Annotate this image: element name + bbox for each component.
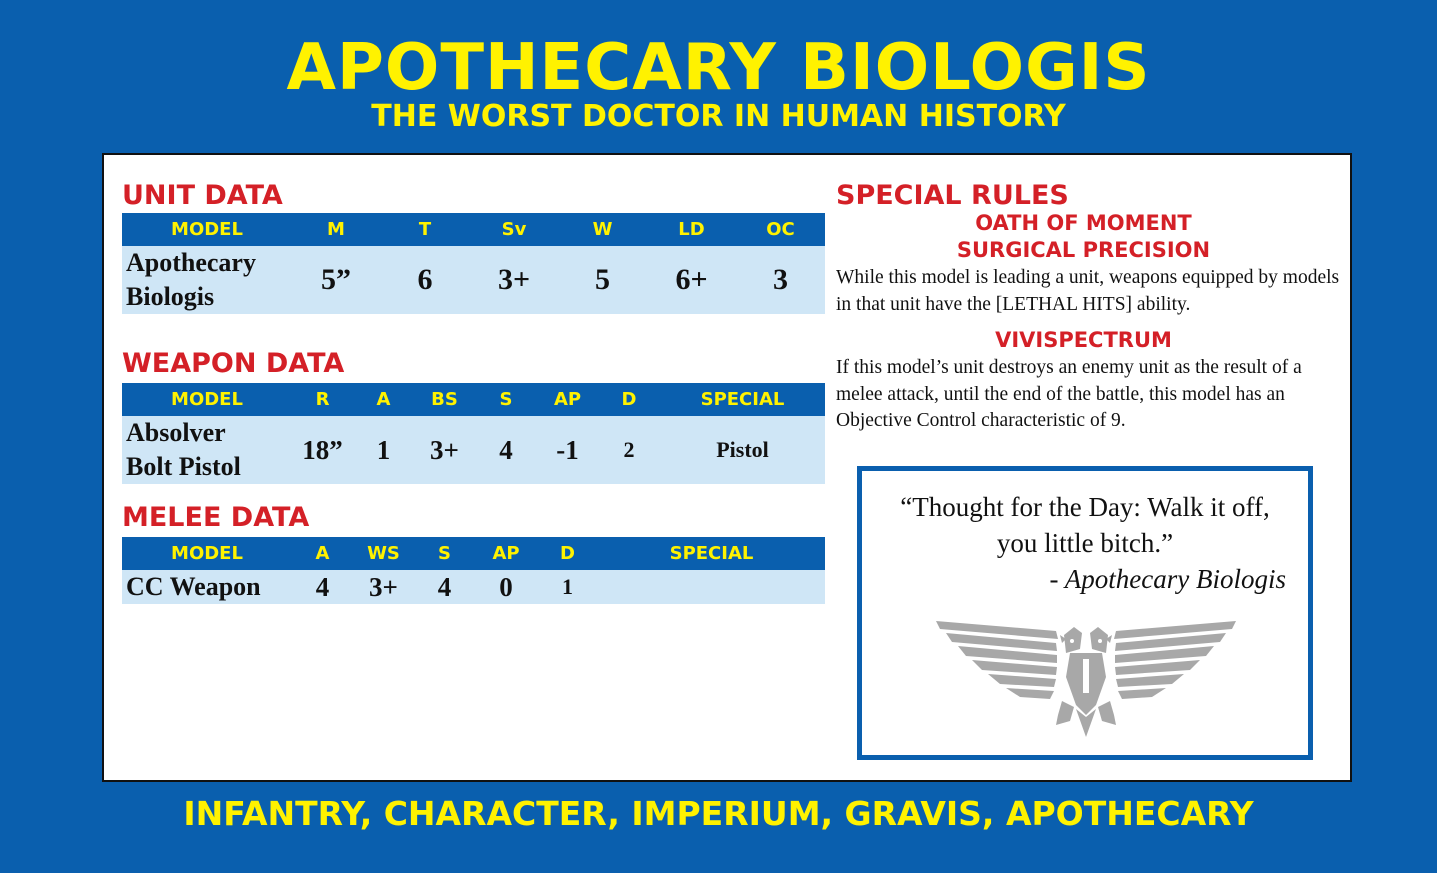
col-header-special: SPECIAL — [660, 383, 825, 416]
col-header-damage: D — [537, 537, 598, 570]
weapon-attacks: 1 — [353, 416, 414, 484]
table-row — [122, 570, 825, 604]
weapon-data-table — [122, 383, 825, 484]
rule-title-oath-of-moment: OATH OF MOMENT — [975, 211, 1192, 235]
rule-text-vivispectrum: If this model’s unit destroys an enemy unit as the result of a melee attack, until the end of the battle, this model has an Objective Control characteristic of 9. — [836, 357, 1302, 431]
table-row — [122, 416, 825, 484]
unit-data-table — [122, 213, 825, 314]
weapon-damage: 2 — [598, 416, 660, 484]
weapon-name-cell — [122, 416, 292, 484]
col-header-ap: AP — [475, 537, 537, 570]
col-header-model: MODEL — [122, 213, 292, 246]
col-header-attacks: A — [353, 383, 414, 416]
stat-objective-control: 3 — [736, 246, 825, 314]
melee-damage: 1 — [537, 570, 598, 604]
unit-name-line1: Apothecary — [126, 248, 256, 277]
rule-text-surgical-precision: While this model is leading a unit, weapons equipped by models in that unit have the [LETHAL HITS] ability. — [836, 267, 1340, 315]
stat-toughness: 6 — [380, 246, 470, 314]
melee-data-table — [122, 537, 825, 604]
keywords-bar: INFANTRY, CHARACTER, IMPERIUM, GRAVIS, APOTHECARY — [183, 794, 1254, 833]
table-row — [122, 246, 825, 314]
col-header-t: T — [380, 213, 470, 246]
unit-name-line2: Biologis — [126, 282, 215, 311]
col-header-oc: OC — [736, 213, 825, 246]
table-header-row — [122, 213, 825, 246]
table-header-row — [122, 537, 825, 570]
col-header-ap: AP — [537, 383, 598, 416]
weapon-range: 18” — [292, 416, 353, 484]
weapon-strength: 4 — [475, 416, 537, 484]
col-header-strength: S — [475, 383, 537, 416]
quote-author: - Apothecary Biologis — [1049, 564, 1286, 594]
col-header-model: MODEL — [122, 537, 292, 570]
quote-line1: “Thought for the Day: Walk it off, — [900, 492, 1270, 522]
weapon-data-heading: WEAPON DATA — [122, 348, 345, 379]
melee-name-cell: CC Weapon — [122, 570, 292, 604]
stat-leadership: 6+ — [647, 246, 736, 314]
col-header-range: R — [292, 383, 353, 416]
rule-title-vivispectrum: VIVISPECTRUM — [995, 328, 1172, 352]
weapon-special: Pistol — [660, 416, 825, 484]
card-title: APOTHECARY BIOLOGIS — [286, 31, 1151, 105]
aquila-eagle-icon — [936, 617, 1236, 737]
col-header-w: W — [558, 213, 647, 246]
col-header-strength: S — [414, 537, 475, 570]
weapon-name-line2: Bolt Pistol — [126, 452, 241, 481]
melee-ws: 3+ — [353, 570, 414, 604]
datasheet-panel — [102, 153, 1352, 782]
col-header-bs: BS — [414, 383, 475, 416]
col-header-sv: Sv — [470, 213, 558, 246]
col-header-damage: D — [598, 383, 660, 416]
card-subtitle: THE WORST DOCTOR IN HUMAN HISTORY — [371, 99, 1066, 134]
weapon-bs: 3+ — [414, 416, 475, 484]
stat-wounds: 5 — [558, 246, 647, 314]
melee-ap: 0 — [475, 570, 537, 604]
special-rules-heading: SPECIAL RULES — [836, 180, 1069, 211]
table-header-row — [122, 383, 825, 416]
melee-strength: 4 — [414, 570, 475, 604]
unit-name-cell — [122, 246, 292, 314]
quote-line2: you little bitch.” — [996, 528, 1174, 558]
col-header-model: MODEL — [122, 383, 292, 416]
stat-save: 3+ — [470, 246, 558, 314]
melee-special — [598, 570, 825, 604]
col-header-ld: LD — [647, 213, 736, 246]
col-header-attacks: A — [292, 537, 353, 570]
unit-data-heading: UNIT DATA — [122, 180, 283, 211]
melee-attacks: 4 — [292, 570, 353, 604]
weapon-ap: -1 — [537, 416, 598, 484]
quote-box — [857, 466, 1313, 760]
col-header-ws: WS — [353, 537, 414, 570]
col-header-m: M — [292, 213, 380, 246]
col-header-special: SPECIAL — [598, 537, 825, 570]
melee-data-heading: MELEE DATA — [122, 502, 310, 533]
quote-text — [862, 489, 1308, 561]
rule-title-surgical-precision: SURGICAL PRECISION — [956, 238, 1211, 262]
weapon-name-line1: Absolver — [126, 418, 226, 447]
stat-movement: 5” — [292, 246, 380, 314]
